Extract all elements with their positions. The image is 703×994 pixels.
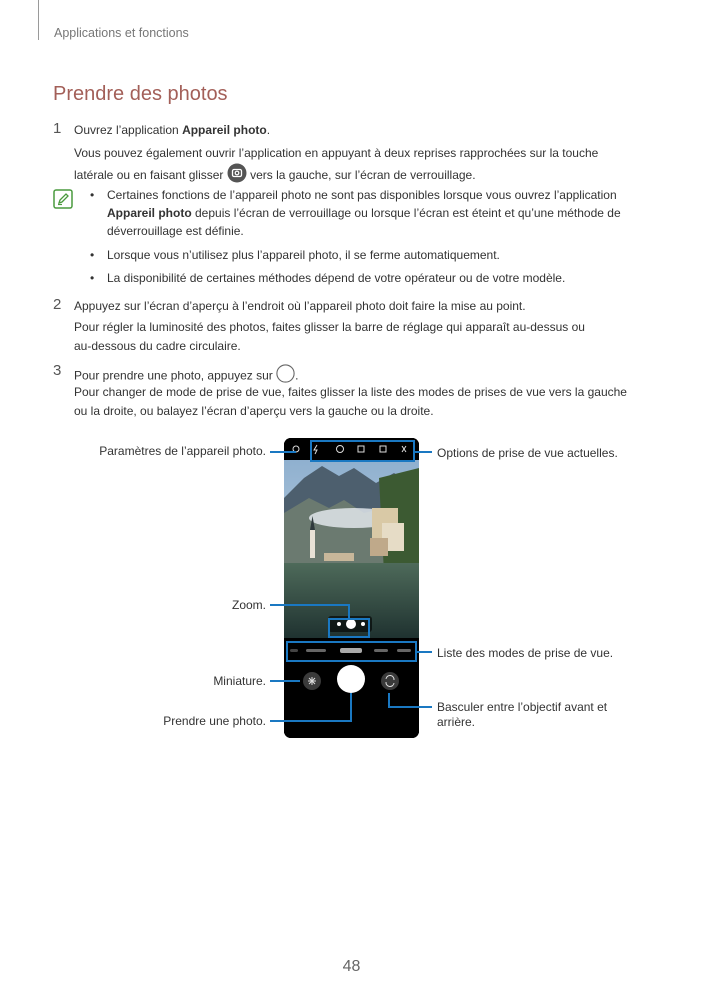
step-1-line-3: latérale ou en faisant glisser vers la gauche, sur l’écran de verrouillage. [74, 163, 476, 189]
switch-camera-button[interactable] [381, 672, 399, 690]
step-3-line-2: Pour changer de mode de prise de vue, faites glisser la liste des modes de prises de vue vers la gauche [74, 385, 627, 399]
camera-shortcut-icon [227, 163, 247, 189]
shutter-connector-v [350, 693, 352, 722]
modes-connector [416, 651, 432, 653]
zoom-connector-v [348, 604, 350, 619]
step-2-line-2: Pour régler la luminosité des photos, faites glisser la barre de réglage qui apparaît au-dessus ou [74, 320, 585, 334]
note-icon [53, 189, 73, 209]
step-3-line-3: ou la droite, ou balayez l’écran d’aperçu vers la gauche ou la droite. [74, 404, 434, 418]
options-highlight [310, 440, 415, 462]
note-bullet-3: • La disponibilité de certaines méthodes dépend de votre opérateur ou de votre modèle. [90, 271, 566, 285]
note-bullet-1-line-2: Appareil photo depuis l’écran de verrouillage ou lorsque l’écran est éteint et qu’une méthode de [107, 206, 621, 220]
step-3-line-1: Pour prendre une photo, appuyez sur . [74, 364, 298, 389]
note-bullet-1-line-1: • Certaines fonctions de l’appareil photo ne sont pas disponibles lorsque vous ouvrez l’application [90, 188, 617, 202]
page-title: Prendre des photos [53, 83, 228, 105]
switch-connector-v [388, 693, 390, 707]
shutter-button[interactable] [337, 665, 365, 693]
zoom-highlight [328, 618, 370, 638]
step-1-line-1: Ouvrez l’application Appareil photo. [74, 123, 271, 137]
callout-options: Options de prise de vue actuelles. [437, 446, 618, 460]
callout-zoom: Zoom. [231, 598, 266, 612]
callout-modes: Liste des modes de prise de vue. [437, 646, 614, 660]
step-number-1: 1 [53, 120, 62, 137]
step-2-line-3: au-dessous du cadre circulaire. [74, 339, 241, 353]
callout-take-photo: Prendre une photo. [163, 714, 266, 728]
callout-settings: Paramètres de l’appareil photo. [99, 444, 266, 458]
callout-thumbnail: Miniature. [213, 674, 266, 688]
app-name: Appareil photo [182, 123, 267, 137]
step-2-line-1: Appuyez sur l’écran d’aperçu à l’endroit où l’appareil photo doit faire la mise au point. [74, 299, 526, 313]
modes-highlight [286, 641, 417, 662]
note-bullet-1-line-3: déverrouillage est définie. [107, 224, 244, 238]
margin-rule [38, 0, 39, 40]
zoom-connector-h [270, 604, 350, 606]
callout-switch-line-1: Basculer entre l’objectif avant et [437, 700, 608, 714]
step-number-3: 3 [53, 362, 62, 379]
thumbnail-connector [270, 680, 300, 682]
switch-connector-h [388, 706, 432, 708]
step-number-2: 2 [53, 296, 62, 313]
step-1-line-2: Vous pouvez également ouvrir l’application en appuyant à deux reprises rapprochées sur la touche [74, 146, 599, 160]
section-header: Applications et fonctions [54, 26, 189, 40]
settings-connector [270, 451, 296, 453]
options-connector [414, 451, 432, 453]
page-number: 48 [342, 958, 361, 975]
callout-switch-line-2: arrière. [437, 715, 476, 729]
note-bullet-2: • Lorsque vous n’utilisez plus l’appareil photo, il se ferme automatiquement. [90, 248, 500, 262]
shutter-connector-h [270, 720, 352, 722]
